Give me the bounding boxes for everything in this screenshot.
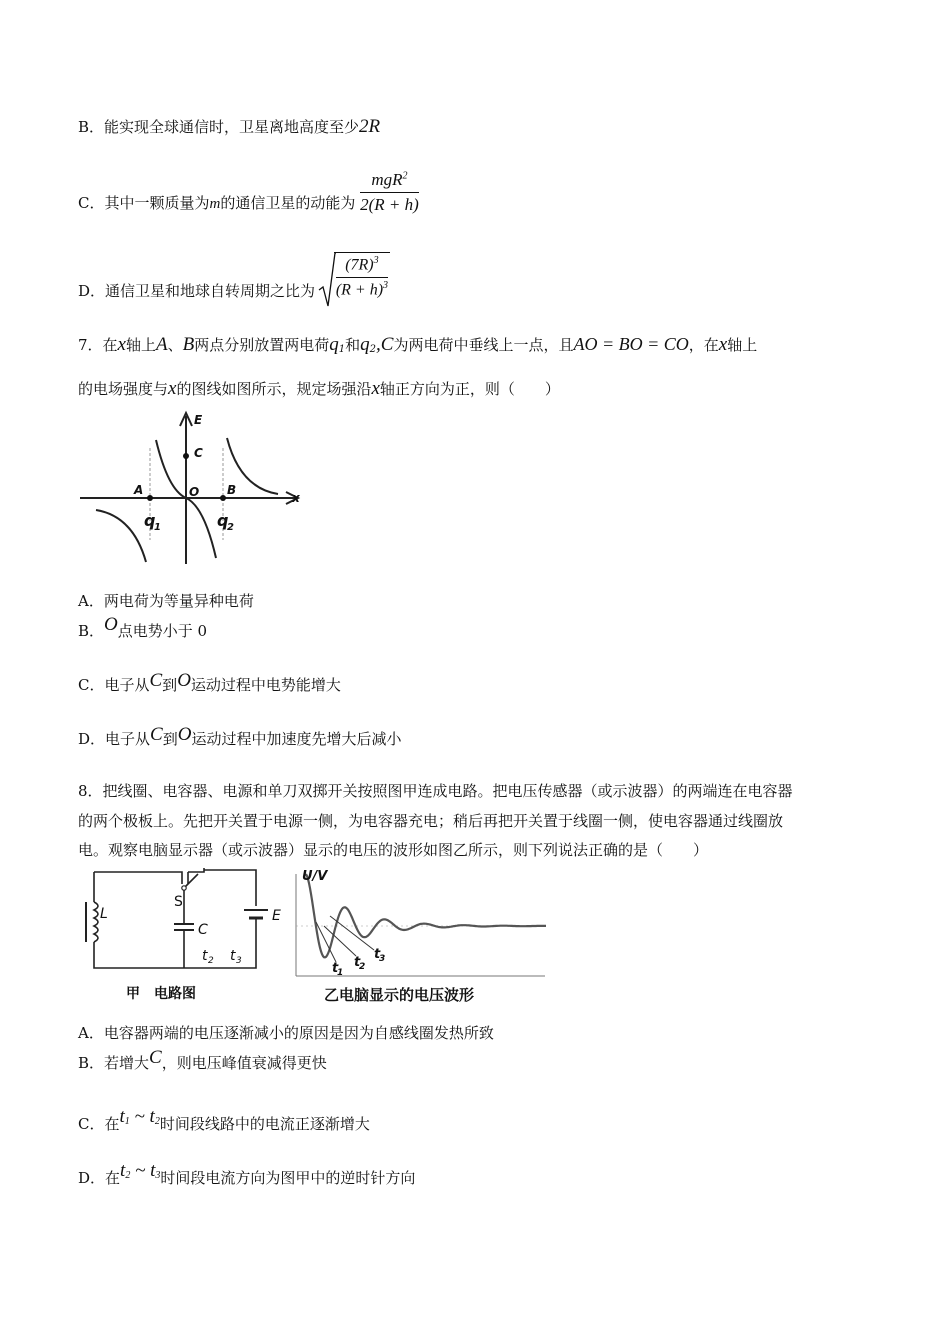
q7-b-text2: 点电势小于 0 — [117, 622, 208, 640]
waveform-caption: 乙电脑显示的电压波形 — [324, 986, 475, 1004]
circuit-caption: 甲 电路图 — [126, 986, 196, 1002]
switch-blade — [184, 874, 198, 888]
q7-c-to: 到 — [162, 676, 178, 694]
q7-var-a: A — [156, 334, 168, 355]
label-a: A — [134, 483, 144, 497]
q8-circuit-diagram — [78, 866, 288, 1006]
inductor-coil-icon — [94, 902, 98, 942]
q8-b-text2: ，则电压峰值衰减得更快 — [161, 1054, 327, 1072]
q7-var-b: B — [182, 334, 195, 355]
q7-e-x-graph — [78, 408, 308, 568]
q7-equation: AO = BO = CO — [573, 334, 689, 354]
wire-top-right — [204, 870, 256, 906]
q7-option-c — [78, 670, 341, 696]
label-t3-sub: 3 — [379, 954, 386, 964]
q7-d-var-c: C — [150, 724, 163, 745]
q8-c-t2: t — [149, 1106, 155, 1127]
q8-d-tilde: ~ — [130, 1160, 151, 1181]
q7-c-text: C．电子从 — [78, 676, 150, 694]
q6-d-numerator: (7R) — [345, 256, 374, 274]
q6-d-num-exp: 3 — [373, 255, 379, 267]
q8-b-text: B．若增大 — [78, 1054, 150, 1072]
curve-left-of-q1 — [96, 510, 146, 562]
label-t2: t — [202, 948, 208, 964]
q7-c-var-c: C — [149, 670, 163, 691]
q7-text: 7．在 — [78, 336, 118, 354]
q7-var-q1-sub: 1 — [338, 344, 346, 355]
q6-option-d — [78, 246, 390, 301]
q6-c-denominator: 2(R + h) — [360, 195, 419, 214]
q8-c-tilde: ~ — [129, 1106, 150, 1127]
q8-c-t2-sub: 2 — [154, 1116, 160, 1127]
label-q1: q — [144, 511, 156, 530]
label-o: O — [189, 485, 200, 499]
q7-text: 轴正方向为正，则（ ） — [379, 380, 560, 398]
q7-stem-line2 — [78, 378, 560, 400]
q7-d-text: D．电子从 — [78, 730, 151, 748]
q7-text: 两点分别放置两电荷 — [194, 336, 330, 354]
label-t2-sub: 2 — [359, 962, 366, 972]
q8-option-c — [78, 1106, 370, 1135]
q6-option-d-text: D．通信卫星和地球自转周期之比为 — [78, 282, 316, 300]
q8-b-var-c: C — [149, 1047, 162, 1068]
q8-d-t2: t — [120, 1160, 126, 1181]
wire-top-left — [94, 872, 182, 884]
q8-option-a: A．电容器两端的电压逐渐减小的原因是因为自感线圈发热所致 — [78, 1024, 494, 1042]
q8-d-text2: 时间段电流方向为图甲中的逆时针方向 — [160, 1169, 416, 1187]
q7-d-to: 到 — [162, 730, 178, 748]
label-e: E — [272, 908, 281, 924]
label-t1: t — [332, 961, 339, 976]
label-t3-sub: 3 — [236, 956, 242, 966]
damped-oscillation-curve — [306, 874, 546, 957]
q6-option-b-expr: 2R — [359, 116, 381, 137]
q7-var-x: x — [117, 334, 126, 355]
label-t3: t — [230, 948, 236, 964]
q8-option-b — [78, 1047, 327, 1074]
point-c — [183, 453, 189, 459]
q8-option-d — [78, 1160, 416, 1189]
point-a — [147, 495, 153, 501]
q6-option-c-text2: 的通信卫星的动能为 — [220, 194, 356, 212]
axis-label-u-v: U/V — [302, 869, 328, 884]
q7-text: 的图线如图所示，规定场强沿 — [176, 380, 372, 398]
q7-d-var-o: O — [177, 724, 192, 745]
q7-c-text2: 运动过程中电势能增大 — [190, 676, 341, 694]
q7-text: ，在 — [688, 336, 719, 354]
q6-option-b-text: B．能实现全球通信时，卫星离地高度至少 — [78, 118, 360, 136]
sqrt-sign-icon — [318, 252, 336, 308]
q8-stem-line2: 的两个极板上。先把开关置于电源一侧，为电容器充电；稍后再把开关置于线圈一侧，使电容器通过线圈放 — [78, 812, 784, 830]
q7-c-var-o: O — [177, 670, 191, 691]
q7-text: 轴上 — [727, 336, 758, 354]
q6-d-den-exp: 3 — [383, 279, 389, 291]
switch-pivot — [182, 886, 186, 890]
q6-option-c-text: C．其中一颗质量为 — [78, 194, 210, 212]
label-c: C — [194, 446, 203, 460]
label-t2: t — [354, 955, 361, 970]
point-b — [220, 495, 226, 501]
label-x: x — [292, 491, 300, 505]
q7-var-x: x — [168, 378, 177, 399]
q6-d-denominator: (R + h) — [335, 280, 384, 298]
label-e: E — [194, 413, 203, 427]
q8-voltage-waveform — [290, 866, 552, 1006]
q7-b-text: B． — [78, 622, 105, 640]
q7-d-text2: 运动过程中加速度先增大后减小 — [191, 730, 402, 748]
label-q2-sub: 2 — [227, 522, 234, 533]
q8-d-text: D．在 — [78, 1169, 121, 1187]
q8-c-text: C．在 — [78, 1115, 120, 1133]
label-t1-sub: 1 — [337, 968, 344, 978]
label-q2: q — [217, 511, 229, 530]
label-c: C — [198, 922, 208, 938]
q8-d-t3-sub: 3 — [155, 1170, 161, 1181]
label-t2-sub: 2 — [208, 956, 214, 966]
q7-var-q2: q — [360, 334, 370, 355]
q7-stem-line1 — [78, 334, 757, 356]
q7-var-q2-sub: 2 — [369, 344, 377, 355]
q8-d-t3: t — [150, 1160, 156, 1181]
q7-var-q1: q — [329, 334, 339, 355]
q7-option-b — [78, 614, 208, 642]
label-l: L — [100, 906, 108, 922]
q7-text: 的电场强度与 — [78, 380, 169, 398]
q6-c-numerator: mgR — [371, 170, 403, 189]
q7-option-a: A．两电荷为等量异种电荷 — [78, 592, 254, 610]
q7-text: 轴上 — [125, 336, 156, 354]
q6-c-num-exp: 2 — [402, 170, 408, 182]
q6-option-c-m: m — [209, 196, 221, 212]
q7-text: 、 — [167, 336, 183, 354]
label-b: B — [227, 483, 237, 497]
label-s: S — [174, 894, 183, 910]
q6-option-c-fraction — [360, 170, 419, 215]
q7-text: 为两电荷中垂线上一点，且 — [393, 336, 574, 354]
q7-text: 和 — [345, 336, 361, 354]
q8-stem-line3: 电。观察电脑显示器（或示波器）显示的电压的波形如图乙所示，则下列说法正确的是（ ） — [78, 841, 709, 859]
q7-var-c: C — [380, 334, 394, 355]
q8-d-t2-sub: 2 — [125, 1170, 131, 1181]
q8-stem-line1: 8．把线圈、电容器、电源和单刀双掷开关按照图甲连成电路。把电压传感器（或示波器）的两端连在电容器 — [78, 782, 793, 800]
label-t3: t — [374, 947, 381, 962]
label-q1-sub: 1 — [154, 522, 161, 533]
q8-c-t1-sub: 1 — [124, 1116, 130, 1127]
q7-option-d — [78, 724, 402, 750]
q8-c-t1: t — [119, 1106, 125, 1127]
q7-b-var-o: O — [104, 614, 118, 635]
q7-var-x: x — [718, 334, 728, 355]
q6-option-c — [78, 170, 419, 215]
q8-c-text2: 时间段线路中的电流正逐渐增大 — [159, 1115, 370, 1133]
q6-option-d-sqrt — [320, 252, 390, 299]
q6-option-b — [78, 116, 380, 138]
q7-comma: , — [376, 334, 381, 355]
q7-var-x: x — [371, 378, 380, 399]
